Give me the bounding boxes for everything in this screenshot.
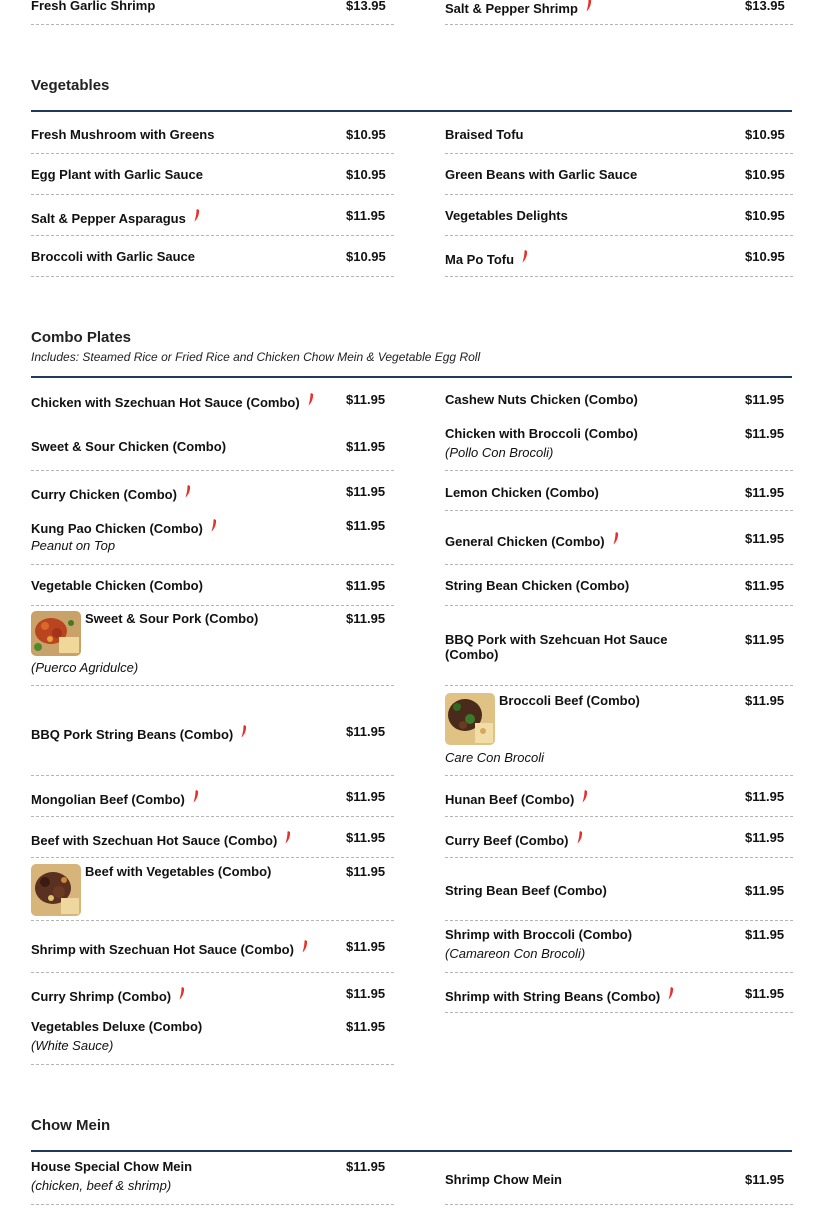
item-note: Care Con Brocoli [445, 750, 544, 765]
item-name: Cashew Nuts Chicken (Combo) [445, 392, 638, 407]
item-separator [445, 510, 793, 511]
item-separator [31, 1064, 394, 1065]
item-name: Sweet & Sour Pork (Combo) [85, 611, 259, 626]
item-price: $11.95 [346, 724, 386, 739]
item-separator [31, 564, 394, 565]
item-price: $10.95 [745, 167, 785, 182]
item-name: Curry Chicken (Combo) [31, 485, 191, 502]
item-name: BBQ Pork with Szehcuan Hot Sauce (Combo) [445, 632, 668, 662]
item-name: Fresh Garlic Shrimp [31, 0, 156, 13]
item-price: $11.95 [346, 518, 386, 533]
item-price: $10.95 [346, 127, 386, 142]
item-price: $10.95 [346, 249, 386, 264]
item-separator [31, 194, 394, 195]
item-separator [445, 972, 793, 973]
item-name: Kung Pao Chicken (Combo) [31, 519, 217, 536]
item-name: Chicken with Szechuan Hot Sauce (Combo) [31, 393, 314, 410]
item-name: General Chicken (Combo) [445, 532, 619, 549]
item-name: Hunan Beef (Combo) [445, 790, 588, 807]
item-separator [31, 920, 394, 921]
item-name: Fresh Mushroom with Greens [31, 127, 215, 142]
item-name: Egg Plant with Garlic Sauce [31, 167, 203, 182]
item-name: Salt & Pepper Asparagus [31, 209, 200, 226]
dish-photo[interactable] [31, 611, 81, 656]
item-name: Shrimp Chow Mein [445, 1172, 562, 1187]
item-separator [445, 920, 793, 921]
item-price: $11.95 [346, 789, 386, 804]
item-price: $13.95 [745, 0, 785, 13]
chili-pepper-icon [613, 532, 619, 545]
section-title-chow-mein: Chow Mein [31, 1117, 111, 1134]
section-title-vegetables: Vegetables [31, 77, 110, 94]
item-name: String Bean Chicken (Combo) [445, 578, 630, 593]
item-price: $11.95 [346, 986, 386, 1001]
item-separator [445, 153, 793, 154]
item-price: $11.95 [346, 830, 386, 845]
item-price: $11.95 [745, 883, 785, 898]
item-price: $11.95 [346, 439, 386, 454]
item-name: Shrimp with Szechuan Hot Sauce (Combo) [31, 940, 308, 957]
section-rule [31, 1150, 792, 1152]
item-separator [445, 775, 793, 776]
chili-pepper-icon [522, 250, 528, 263]
item-name: Curry Shrimp (Combo) [31, 987, 185, 1004]
chili-pepper-icon [211, 519, 217, 532]
item-separator [445, 816, 793, 817]
item-separator [31, 235, 394, 236]
chili-pepper-icon [308, 393, 314, 406]
item-price: $10.95 [745, 208, 785, 223]
item-separator [31, 685, 394, 686]
chili-pepper-icon [285, 831, 291, 844]
item-separator [31, 276, 394, 277]
item-note: (White Sauce) [31, 1038, 114, 1053]
section-subtitle: Includes: Steamed Rice or Fried Rice and Chicken Chow Mein & Vegetable Egg Roll [31, 350, 481, 364]
item-price: $11.95 [745, 986, 785, 1001]
item-price: $11.95 [745, 392, 785, 407]
chili-pepper-icon [194, 209, 200, 222]
item-note: (Pollo Con Brocoli) [445, 445, 554, 460]
item-separator [31, 605, 394, 606]
item-name: Chicken with Broccoli (Combo) [445, 426, 638, 441]
section-title-combo: Combo Plates [31, 329, 132, 346]
item-separator [445, 1012, 793, 1013]
item-price: $10.95 [745, 249, 785, 264]
item-price: $11.95 [346, 578, 386, 593]
item-name: Mongolian Beef (Combo) [31, 790, 199, 807]
item-name: Salt & Pepper Shrimp [445, 0, 592, 16]
item-separator [445, 194, 793, 195]
item-name: Lemon Chicken (Combo) [445, 485, 599, 500]
item-name: Braised Tofu [445, 127, 524, 142]
item-price: $11.95 [346, 864, 386, 879]
item-price: $11.95 [346, 939, 386, 954]
chili-pepper-icon [577, 831, 583, 844]
item-price: $11.95 [346, 392, 386, 407]
item-name: House Special Chow Mein [31, 1159, 193, 1174]
item-name: Beef with Vegetables (Combo) [85, 864, 272, 879]
item-name: Beef with Szechuan Hot Sauce (Combo) [31, 831, 291, 848]
dish-photo[interactable] [31, 864, 81, 916]
item-price: $11.95 [745, 830, 785, 845]
item-price: $11.95 [745, 426, 785, 441]
item-name: BBQ Pork String Beans (Combo) [31, 725, 247, 742]
item-separator [445, 24, 793, 25]
item-price: $11.95 [346, 208, 386, 223]
item-separator [445, 605, 793, 606]
item-name: Vegetables Deluxe (Combo) [31, 1019, 203, 1034]
item-separator [445, 235, 793, 236]
chili-pepper-icon [185, 485, 191, 498]
chili-pepper-icon [193, 790, 199, 803]
item-price: $11.95 [745, 789, 785, 804]
item-separator [31, 972, 394, 973]
item-name: Shrimp with Broccoli (Combo) [445, 927, 633, 942]
item-name: Broccoli with Garlic Sauce [31, 249, 195, 264]
item-name: Shrimp with String Beans (Combo) [445, 987, 674, 1004]
item-separator [445, 857, 793, 858]
item-price: $11.95 [745, 632, 785, 647]
item-note: (Camareon Con Brocoli) [445, 946, 586, 961]
section-rule [31, 110, 792, 112]
item-separator [445, 276, 793, 277]
item-name: Green Beans with Garlic Sauce [445, 167, 638, 182]
item-price: $10.95 [745, 127, 785, 142]
item-separator [445, 564, 793, 565]
item-price: $11.95 [745, 578, 785, 593]
item-note: (chicken, beef & shrimp) [31, 1178, 172, 1193]
item-name: Vegetables Delights [445, 208, 568, 223]
item-name: Broccoli Beef (Combo) [499, 693, 640, 708]
item-name: Vegetable Chicken (Combo) [31, 578, 203, 593]
chili-pepper-icon [302, 940, 308, 953]
item-separator [31, 470, 394, 471]
item-price: $11.95 [745, 1172, 785, 1187]
item-price: $11.95 [346, 611, 386, 626]
item-price: $11.95 [346, 1019, 386, 1034]
item-price: $11.95 [346, 484, 386, 499]
item-separator [445, 470, 793, 471]
section-rule [31, 376, 792, 378]
item-note: (Puerco Agridulce) [31, 660, 139, 675]
item-separator [31, 775, 394, 776]
dish-photo[interactable] [445, 693, 495, 745]
item-name: Ma Po Tofu [445, 250, 528, 267]
item-price: $11.95 [745, 531, 785, 546]
item-name: Sweet & Sour Chicken (Combo) [31, 439, 227, 454]
chili-pepper-icon [668, 987, 674, 1000]
item-separator [445, 1204, 793, 1205]
chili-pepper-icon [586, 0, 592, 12]
item-price: $13.95 [346, 0, 386, 13]
chili-pepper-icon [241, 725, 247, 738]
item-separator [31, 24, 394, 25]
item-price: $11.95 [745, 693, 785, 708]
item-price: $11.95 [346, 1159, 386, 1174]
item-price: $11.95 [745, 485, 785, 500]
item-separator [445, 685, 793, 686]
item-separator [31, 857, 394, 858]
item-separator [31, 816, 394, 817]
chili-pepper-icon [582, 790, 588, 803]
item-name: String Bean Beef (Combo) [445, 883, 607, 898]
item-price: $10.95 [346, 167, 386, 182]
item-price: $11.95 [745, 927, 785, 942]
item-separator [31, 153, 394, 154]
chili-pepper-icon [179, 987, 185, 1000]
item-note: Peanut on Top [31, 538, 116, 553]
item-separator [31, 1204, 394, 1205]
item-name: Curry Beef (Combo) [445, 831, 583, 848]
